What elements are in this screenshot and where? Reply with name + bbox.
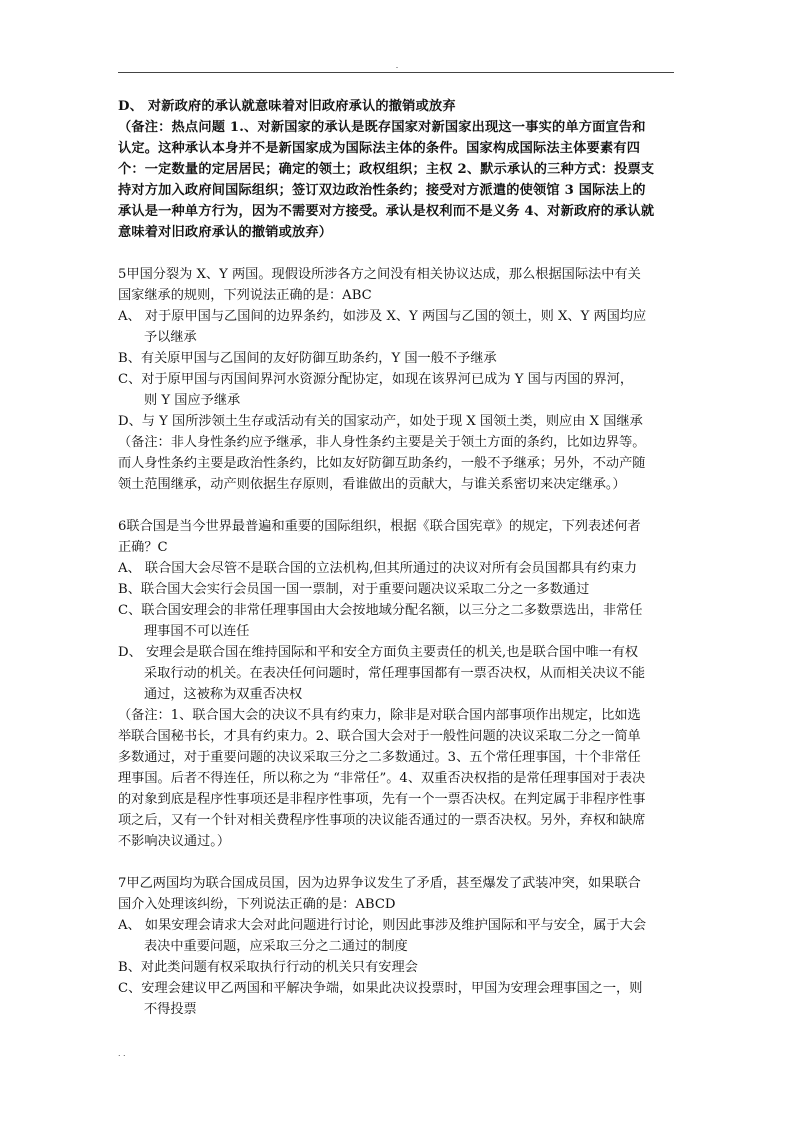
note-line: 多数通过，对于重要问题的决议采取三分之二多数通过。3、五个常任理事国，十个非常任 [118, 750, 641, 765]
option-a: A、 联合国大会尽管不是联合国的立法机构,但其所通过的决议对所有会员国都具有约束力 [118, 561, 638, 576]
note-line: 而人身性条约主要是政治性条约，比如友好防御互助条约，一般不予继承；另外，不动产随 [118, 456, 646, 471]
option-c-cont: 不得投票 [144, 1002, 197, 1017]
question-5 [118, 264, 676, 495]
note-line: （备注：热点问题 1.、对新国家的承认是既存国家对新国家出现这一事实的单方面宣告和 [118, 120, 646, 135]
option-d-cont: 采取行动的机关。在表决任何问题时，常任理事国都有一票否决权，从而相关决议不能 [144, 666, 646, 681]
option-a-cont: 予以继承 [144, 330, 197, 345]
note-line: 领土范围继承，动产则依据生存原则，看谁做出的贡献大，与谁关系密切来决定继承。） [118, 477, 626, 492]
option-c: C、联合国安理会的非常任理事国由大会按地域分配名额，以三分之二多数票选出，非常任 [118, 603, 643, 618]
footer-mark: . . [118, 1048, 126, 1058]
note-line: 个：一定数量的定居居民；确定的领土；政权组织；主权 2、默示承认的三种方式：投票支 [118, 162, 655, 177]
option-c-cont: 则 Y 国应予继承 [144, 393, 241, 408]
question-stem: 国家继承的规则，下列说法正确的是：ABC [118, 288, 372, 303]
option-a: A、 对于原甲国与乙国间的边界条约，如涉及 X、Y 两国与乙国的领土，则 X、Y 两国均应 [118, 309, 647, 324]
option-d-line: D、 对新政府的承认就意味着对旧政府承认的撤销或放弃 [118, 99, 456, 114]
note-line: 持对方加入政府间国际组织；签订双边政治性条约；接受对方派遣的使领馆 3 国际法上的 [118, 183, 646, 198]
question-stem: 正确？C [118, 540, 168, 555]
question-7 [118, 873, 676, 1020]
option-c: C、对于原甲国与丙国间界河水资源分配协定，如现在该界河已成为 Y 国与丙国的界河， [118, 372, 634, 387]
option-d-cont: 通过，这被称为双重否决权 [144, 687, 303, 702]
option-d-block [118, 96, 676, 243]
note-line: 意味着对旧政府承认的撤销或放弃） [118, 225, 333, 240]
option-b: B、对此类问题有权采取执行行动的机关只有安理会 [118, 960, 418, 975]
note-line: （备注：非人身性条约应予继承，非人身性条约主要是关于领土方面的条约，比如边界等。 [118, 435, 646, 450]
question-stem: 7甲乙两国均为联合国成员国，因为边界争议发生了矛盾，甚至爆发了武装冲突，如果联合 [118, 876, 641, 891]
option-d: D、 安理会是联合国在维持国际和平和安全方面负主要责任的机关,也是联合国中唯一有权 [118, 645, 639, 660]
option-a-cont: 表决中重要问题，应采取三分之二通过的制度 [144, 939, 408, 954]
document-body [118, 96, 676, 1020]
option-c: C、安理会建议甲乙两国和平解决争端，如果此决议投票时，甲国为安理会理事国之一，则 [118, 981, 643, 996]
question-stem: 5甲国分裂为 X、Y 两国。现假设所涉各方之间没有相关协议达成，那么根据国际法中有关 [118, 267, 641, 282]
question-6 [118, 516, 676, 852]
note-line: 项之后，又有一个针对相关费程序性事项的决议能否通过的一票否决权。另外，弃权和缺席 [118, 813, 646, 828]
note-line: 不影响决议通过。） [118, 834, 231, 849]
note-line: 的对象到底是程序性事项还是非程序性事项，先有一个一票否决权。在判定属于非程序性事 [118, 792, 646, 807]
option-a: A、 如果安理会请求大会对此问题进行讨论，则因此事涉及维护国际和平与安全，属于大会 [118, 918, 647, 933]
note-line: 理事国。后者不得连任，所以称之为 “非常任”。4、双重否决权指的是常任理事国对于表决 [118, 771, 646, 786]
option-b: B、有关原甲国与乙国间的友好防御互助条约，Y 国一般不予继承 [118, 351, 497, 366]
note-line: 举联合国秘书长，才具有约束力。2、联合国大会对于一般性问题的决议采取二分之一简单 [118, 729, 641, 744]
header-mark: . [395, 60, 399, 70]
option-b: B、联合国大会实行会员国一国一票制，对于重要问题决议采取二分之一多数通过 [118, 582, 590, 597]
header-rule [118, 72, 674, 73]
question-stem: 国介入处理该纠纷，下列说法正确的是：ABCD [118, 897, 396, 912]
note-line: 认定。这种承认本身并不是新国家成为国际法主体的条件。国家构成国际法主体要素有四 [118, 141, 641, 156]
option-d: D、与 Y 国所涉领土生存或活动有关的国家动产，如处于现 X 国领土类，则应由 X 国继承 [118, 414, 643, 429]
note-line: （备注：1、联合国大会的决议不具有约束力，除非是对联合国内部事项作出规定，比如选 [118, 708, 641, 723]
question-stem: 6联合国是当今世界最普遍和重要的国际组织，根据《联合国宪章》的规定，下列表述何者 [118, 519, 641, 534]
option-c-cont: 理事国不可以连任 [144, 624, 250, 639]
note-line: 承认是一种单方行为，因为不需要对方接受。承认是权利而不是义务 4、对新政府的承认就 [118, 204, 655, 219]
